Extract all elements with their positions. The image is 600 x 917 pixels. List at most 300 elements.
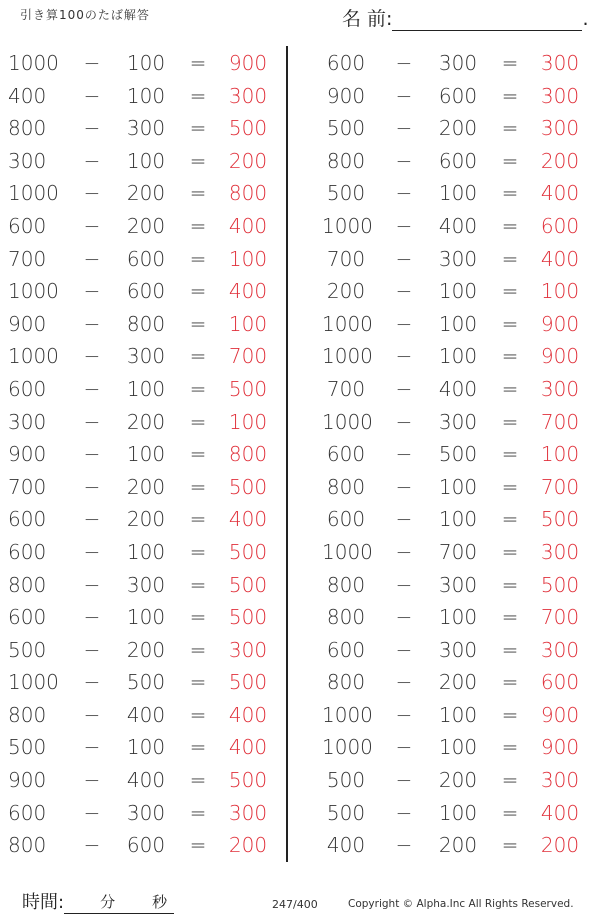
answer: 600 [540, 213, 580, 238]
subtrahend: 100 [438, 474, 478, 499]
minus-sign: − [395, 344, 413, 369]
subtrahend: 100 [126, 376, 166, 401]
answer: 800 [228, 181, 268, 206]
answer: 700 [540, 474, 580, 499]
answer: 600 [540, 670, 580, 695]
subtrahend: 100 [438, 279, 478, 304]
equals-sign: = [189, 376, 207, 401]
minus-sign: − [83, 116, 101, 141]
minus-sign: − [83, 507, 101, 532]
problem-row [0, 536, 290, 569]
name-blank-line [392, 8, 582, 31]
minuend: 1000 [322, 344, 373, 369]
minus-sign: − [83, 279, 101, 304]
answer: 900 [540, 735, 580, 760]
equals-sign: = [189, 800, 207, 825]
answer: 300 [540, 83, 580, 108]
subtrahend: 200 [438, 833, 478, 858]
answer: 500 [228, 539, 268, 564]
equals-sign: = [189, 344, 207, 369]
problem-row [312, 764, 600, 797]
equals-sign: = [501, 148, 519, 173]
problem-row [0, 47, 290, 80]
minuend: 300 [8, 409, 47, 434]
subtrahend: 100 [438, 605, 478, 630]
minuend: 1000 [322, 213, 373, 238]
equals-sign: = [189, 311, 207, 336]
equals-sign: = [189, 572, 207, 597]
equals-sign: = [189, 637, 207, 662]
subtrahend: 500 [126, 670, 166, 695]
subtrahend: 200 [438, 768, 478, 793]
problem-row [0, 340, 290, 373]
problem-row [312, 829, 600, 862]
answer: 100 [228, 311, 268, 336]
minus-sign: − [83, 670, 101, 695]
problem-row [0, 601, 290, 634]
minus-sign: − [395, 539, 413, 564]
subtrahend: 400 [126, 768, 166, 793]
subtrahend: 300 [438, 572, 478, 597]
minuend: 1000 [8, 51, 59, 75]
minuend: 700 [326, 246, 366, 271]
answer: 200 [228, 833, 268, 858]
problem-row [0, 764, 290, 797]
answer: 900 [540, 344, 580, 369]
page-number: 247/400 [272, 898, 318, 911]
problem-row [312, 275, 600, 308]
minus-sign: − [83, 148, 101, 173]
subtrahend: 100 [438, 507, 478, 532]
subtrahend: 100 [438, 702, 478, 727]
minus-sign: − [83, 51, 101, 75]
subtrahend: 300 [126, 572, 166, 597]
minuend: 900 [8, 768, 47, 793]
minuend: 600 [8, 539, 47, 564]
subtrahend: 100 [126, 539, 166, 564]
answer: 800 [228, 442, 268, 467]
equals-sign: = [189, 670, 207, 695]
minus-sign: − [83, 768, 101, 793]
minuend: 800 [326, 670, 366, 695]
subtrahend: 100 [126, 83, 166, 108]
equals-sign: = [501, 311, 519, 336]
minuend: 600 [326, 51, 366, 75]
equals-sign: = [189, 735, 207, 760]
equals-sign: = [501, 409, 519, 434]
problem-row [312, 731, 600, 764]
answer: 300 [228, 637, 268, 662]
equals-sign: = [501, 279, 519, 304]
answer: 900 [228, 51, 268, 75]
minus-sign: − [83, 376, 101, 401]
problem-row [312, 569, 600, 602]
equals-sign: = [501, 442, 519, 467]
answer: 300 [540, 539, 580, 564]
minuend: 600 [8, 507, 47, 532]
minus-sign: − [83, 311, 101, 336]
subtrahend: 300 [438, 637, 478, 662]
answer: 300 [540, 768, 580, 793]
minuend: 500 [326, 768, 366, 793]
seconds-label: 秒 [152, 893, 168, 911]
minuend: 1000 [322, 735, 373, 760]
equals-sign: = [189, 442, 207, 467]
minuend: 800 [326, 572, 366, 597]
subtrahend: 100 [438, 344, 478, 369]
equals-sign: = [501, 344, 519, 369]
minuend: 600 [8, 800, 47, 825]
subtrahend: 100 [126, 148, 166, 173]
answer: 900 [540, 311, 580, 336]
problem-row [0, 145, 290, 178]
name-field [342, 4, 589, 31]
minus-sign: − [395, 637, 413, 662]
minus-sign: − [83, 474, 101, 499]
minuend: 600 [326, 507, 366, 532]
minus-sign: − [395, 735, 413, 760]
minuend: 800 [8, 833, 47, 858]
equals-sign: = [501, 539, 519, 564]
minuend: 400 [326, 833, 366, 858]
minus-sign: − [83, 181, 101, 206]
problem-row [0, 406, 290, 439]
minuend: 1000 [8, 670, 59, 695]
problem-row [0, 80, 290, 113]
subtrahend: 200 [438, 670, 478, 695]
answer: 400 [228, 213, 268, 238]
problem-row [312, 210, 600, 243]
minuend: 400 [8, 83, 47, 108]
problem-column-left [0, 47, 290, 862]
minus-sign: − [83, 572, 101, 597]
answer: 200 [540, 148, 580, 173]
equals-sign: = [189, 116, 207, 141]
problem-row [312, 340, 600, 373]
minus-sign: − [395, 116, 413, 141]
problem-row [312, 438, 600, 471]
answer: 100 [228, 409, 268, 434]
minuend: 700 [326, 376, 366, 401]
problem-row [312, 373, 600, 406]
problem-row [312, 47, 600, 80]
minus-sign: − [395, 311, 413, 336]
equals-sign: = [501, 572, 519, 597]
subtrahend: 800 [126, 311, 166, 336]
subtrahend: 200 [126, 637, 166, 662]
equals-sign: = [501, 702, 519, 727]
minus-sign: − [395, 605, 413, 630]
equals-sign: = [501, 474, 519, 499]
answer: 400 [540, 181, 580, 206]
minus-sign: − [395, 83, 413, 108]
problem-row [0, 112, 290, 145]
minus-sign: − [83, 344, 101, 369]
minus-sign: − [395, 51, 413, 75]
minus-sign: − [395, 181, 413, 206]
answer: 100 [540, 279, 580, 304]
answer: 900 [540, 702, 580, 727]
minuend: 300 [8, 148, 47, 173]
minuend: 500 [326, 181, 366, 206]
equals-sign: = [189, 213, 207, 238]
subtrahend: 300 [438, 246, 478, 271]
subtrahend: 100 [438, 311, 478, 336]
problem-row [0, 634, 290, 667]
subtrahend: 100 [438, 800, 478, 825]
minuend: 500 [326, 116, 366, 141]
equals-sign: = [189, 539, 207, 564]
subtrahend: 100 [126, 442, 166, 467]
problem-row [0, 731, 290, 764]
subtrahend: 100 [438, 181, 478, 206]
problem-row [0, 503, 290, 536]
minus-sign: − [395, 409, 413, 434]
minus-sign: − [83, 213, 101, 238]
problem-row [312, 243, 600, 276]
minuend: 600 [8, 376, 47, 401]
equals-sign: = [501, 833, 519, 858]
minuend: 500 [326, 800, 366, 825]
time-blank-line [64, 893, 174, 914]
equals-sign: = [501, 670, 519, 695]
subtrahend: 300 [438, 409, 478, 434]
minus-sign: − [395, 279, 413, 304]
equals-sign: = [189, 409, 207, 434]
equals-sign: = [501, 768, 519, 793]
answer: 500 [228, 376, 268, 401]
problem-row [0, 308, 290, 341]
minus-sign: − [395, 833, 413, 858]
answer: 500 [228, 670, 268, 695]
answer: 300 [540, 637, 580, 662]
subtrahend: 200 [438, 116, 478, 141]
minuend: 1000 [8, 344, 59, 369]
answer: 300 [540, 116, 580, 141]
answer: 700 [540, 409, 580, 434]
equals-sign: = [501, 735, 519, 760]
problem-row [312, 666, 600, 699]
answer: 400 [228, 507, 268, 532]
subtrahend: 400 [438, 213, 478, 238]
equals-sign: = [501, 181, 519, 206]
subtrahend: 300 [126, 344, 166, 369]
subtrahend: 200 [126, 181, 166, 206]
problem-row [312, 308, 600, 341]
equals-sign: = [501, 83, 519, 108]
subtrahend: 600 [438, 83, 478, 108]
subtrahend: 300 [126, 800, 166, 825]
minuend: 800 [8, 572, 47, 597]
minus-sign: − [395, 376, 413, 401]
minuend: 800 [8, 116, 47, 141]
equals-sign: = [501, 637, 519, 662]
problem-row [0, 438, 290, 471]
subtrahend: 100 [126, 51, 166, 75]
problem-row [312, 503, 600, 536]
minuend: 800 [326, 605, 366, 630]
minus-sign: − [83, 539, 101, 564]
equals-sign: = [189, 507, 207, 532]
minus-sign: − [395, 148, 413, 173]
name-label: 名 前: [342, 8, 393, 30]
minus-sign: − [83, 442, 101, 467]
minuend: 800 [326, 148, 366, 173]
minus-sign: − [395, 442, 413, 467]
minus-sign: − [83, 605, 101, 630]
minus-sign: − [83, 833, 101, 858]
minuend: 1000 [8, 181, 59, 206]
minuend: 600 [326, 637, 366, 662]
time-field [22, 888, 174, 914]
name-end-mark: . [582, 8, 589, 30]
answer: 100 [540, 442, 580, 467]
minuend: 800 [326, 474, 366, 499]
subtrahend: 100 [126, 605, 166, 630]
minuend: 600 [8, 605, 47, 630]
problem-row [312, 634, 600, 667]
problem-row [312, 177, 600, 210]
answer: 400 [228, 279, 268, 304]
subtrahend: 200 [126, 507, 166, 532]
minus-sign: − [395, 768, 413, 793]
minuend: 1000 [322, 409, 373, 434]
minuend: 1000 [322, 311, 373, 336]
subtrahend: 600 [126, 279, 166, 304]
equals-sign: = [501, 507, 519, 532]
equals-sign: = [189, 702, 207, 727]
problem-row [312, 145, 600, 178]
minuend: 900 [326, 83, 366, 108]
problem-row [0, 243, 290, 276]
problem-row [0, 210, 290, 243]
problem-row [312, 536, 600, 569]
minus-sign: − [83, 409, 101, 434]
problem-row [312, 699, 600, 732]
equals-sign: = [189, 279, 207, 304]
answer: 300 [228, 83, 268, 108]
answer: 500 [228, 768, 268, 793]
problem-row [312, 406, 600, 439]
answer: 500 [228, 605, 268, 630]
minuend: 600 [8, 213, 47, 238]
answer: 700 [228, 344, 268, 369]
subtrahend: 100 [126, 735, 166, 760]
equals-sign: = [189, 83, 207, 108]
minus-sign: − [395, 670, 413, 695]
subtrahend: 300 [126, 116, 166, 141]
equals-sign: = [189, 768, 207, 793]
minus-sign: − [395, 702, 413, 727]
answer: 500 [228, 474, 268, 499]
subtrahend: 200 [126, 474, 166, 499]
minus-sign: − [83, 246, 101, 271]
minus-sign: − [395, 246, 413, 271]
minuend: 700 [8, 246, 47, 271]
subtrahend: 300 [438, 51, 478, 75]
answer: 500 [228, 116, 268, 141]
equals-sign: = [501, 116, 519, 141]
minuend: 500 [8, 735, 47, 760]
minus-sign: − [83, 83, 101, 108]
equals-sign: = [501, 213, 519, 238]
subtrahend: 100 [438, 735, 478, 760]
problem-row [0, 177, 290, 210]
problem-row [0, 699, 290, 732]
answer: 200 [540, 833, 580, 858]
equals-sign: = [501, 51, 519, 75]
answer: 500 [540, 572, 580, 597]
subtrahend: 700 [438, 539, 478, 564]
minus-sign: − [395, 474, 413, 499]
answer: 400 [228, 702, 268, 727]
equals-sign: = [501, 605, 519, 630]
answer: 500 [228, 572, 268, 597]
problem-row [312, 80, 600, 113]
problem-row [0, 829, 290, 862]
subtrahend: 600 [126, 833, 166, 858]
answer: 300 [540, 51, 580, 75]
equals-sign: = [189, 474, 207, 499]
equals-sign: = [189, 246, 207, 271]
equals-sign: = [189, 833, 207, 858]
subtrahend: 500 [438, 442, 478, 467]
minuend: 900 [8, 311, 47, 336]
subtrahend: 200 [126, 213, 166, 238]
subtrahend: 600 [126, 246, 166, 271]
minuend: 600 [326, 442, 366, 467]
minuend: 700 [8, 474, 47, 499]
minus-sign: − [83, 637, 101, 662]
minus-sign: − [395, 572, 413, 597]
minuend: 1000 [322, 702, 373, 727]
equals-sign: = [501, 246, 519, 271]
answer: 700 [540, 605, 580, 630]
problem-row [0, 797, 290, 830]
subtrahend: 600 [438, 148, 478, 173]
problem-row [312, 112, 600, 145]
subtrahend: 400 [438, 376, 478, 401]
minuend: 800 [8, 702, 47, 727]
answer: 300 [540, 376, 580, 401]
equals-sign: = [501, 376, 519, 401]
equals-sign: = [501, 800, 519, 825]
minus-sign: − [83, 800, 101, 825]
minuend: 500 [8, 637, 47, 662]
time-label: 時間: [22, 892, 65, 913]
minus-sign: − [395, 213, 413, 238]
worksheet-title: 引き算100のたば解答 [20, 8, 150, 22]
minuend: 200 [326, 279, 366, 304]
minus-sign: − [83, 735, 101, 760]
answer: 400 [540, 246, 580, 271]
minus-sign: − [395, 507, 413, 532]
problem-row [0, 275, 290, 308]
equals-sign: = [189, 148, 207, 173]
answer: 200 [228, 148, 268, 173]
subtrahend: 400 [126, 702, 166, 727]
answer: 400 [540, 800, 580, 825]
problem-row [0, 666, 290, 699]
equals-sign: = [189, 51, 207, 75]
answer: 400 [228, 735, 268, 760]
answer: 300 [228, 800, 268, 825]
minuend: 900 [8, 442, 47, 467]
equals-sign: = [189, 605, 207, 630]
problem-row [312, 797, 600, 830]
answer: 500 [540, 507, 580, 532]
copyright-text: Copyright © Alpha.Inc All Rights Reserved. [348, 898, 574, 910]
